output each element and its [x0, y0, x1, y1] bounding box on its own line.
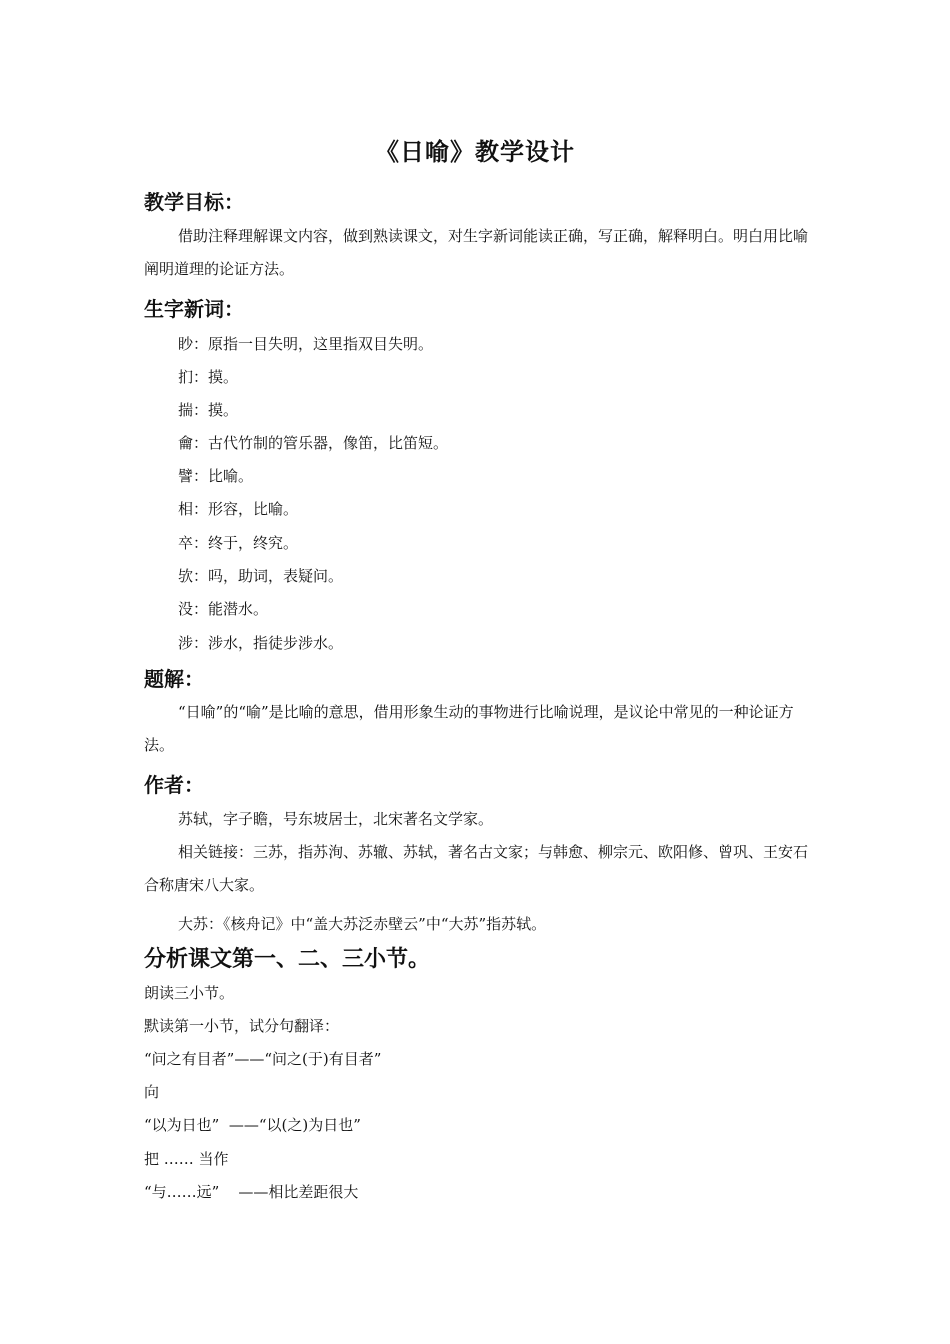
- vocab-item: 譬：比喻。: [178, 467, 254, 485]
- section-heading-author: 作者：: [144, 773, 204, 797]
- section-heading-vocab: 生字新词：: [144, 297, 244, 321]
- section-heading-analysis: 分析课文第一、二、三小节。: [144, 946, 431, 972]
- vocab-item: 眇：原指一目失明，这里指双目失明。: [178, 335, 434, 353]
- vocab-item: 扪：摸。: [178, 368, 239, 386]
- author-intro: 苏轼，字子瞻，号东坡居士，北宋著名文学家。: [178, 810, 494, 828]
- vocab-item: 卒：终于，终究。: [178, 534, 299, 552]
- analysis-line: “问之有目者”——“问之(于)有目者”: [144, 1050, 382, 1068]
- section-heading-explain: 题解：: [144, 667, 204, 691]
- vocab-item: 涉：涉水，指徒步涉水。: [178, 634, 344, 652]
- analysis-line: 把 …… 当作: [144, 1150, 229, 1168]
- explain-paragraph: “日喻”的“喻”是比喻的意思，借用形象生动的事物进行比喻说理，是议论中常见的一种论证方法。: [144, 703, 794, 754]
- document-title: 《日喻》教学设计: [375, 137, 575, 166]
- vocab-item: 揣：摸。: [178, 401, 239, 419]
- analysis-line: 向: [144, 1083, 160, 1101]
- author-dasu-note: 大苏：《核舟记》中“盖大苏泛赤壁云”中“大苏”指苏轼。: [178, 915, 547, 933]
- analysis-line: “以为日也” ——“以(之)为日也”: [144, 1116, 361, 1134]
- vocab-item: 欤：吗，助词，表疑问。: [178, 567, 344, 585]
- vocab-item: 没：能潜水。: [178, 600, 269, 618]
- analysis-line: “与……远” ——相比差距很大: [144, 1183, 359, 1201]
- goals-paragraph: 借助注释理解课文内容，做到熟读课文，对生字新词能读正确，写正确，解释明白。明白用比喻阐明道理的论证方法。: [144, 227, 809, 278]
- analysis-line: 默读第一小节，试分句翻译：: [144, 1017, 340, 1035]
- author-related-link: 相关链接：三苏，指苏洵、苏辙、苏轼，著名古文家；与韩愈、柳宗元、欧阳修、曾巩、王安石合称唐宋八大家。: [144, 843, 809, 894]
- vocab-item: 相：形容，比喻。: [178, 500, 299, 518]
- section-heading-goals: 教学目标：: [144, 190, 244, 214]
- vocab-item: 龠：古代竹制的管乐器，像笛，比笛短。: [178, 434, 449, 452]
- analysis-line: 朗读三小节。: [144, 984, 235, 1002]
